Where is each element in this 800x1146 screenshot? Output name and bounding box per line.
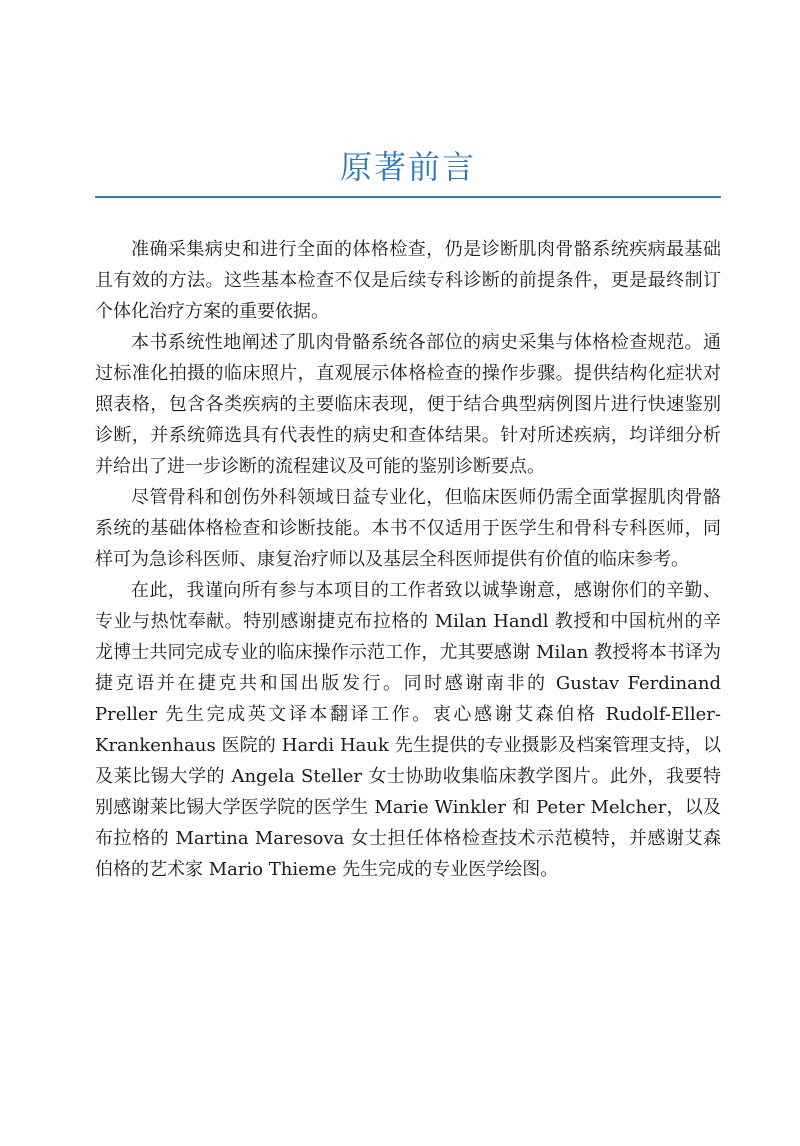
preface-body [95,234,721,885]
page-title: 原著前言 [339,148,476,186]
paragraph-3: 尽管骨科和创伤外科领域日益专业化，但临床医师仍需全面掌握肌肉骨骼系统的基础体格检查和诊断技能。本书不仅适用于医学生和骨科专科医师，同样可为急诊科医师、康复治疗师以及基层全科医师提供有价值的临床参考。 [95,487,721,570]
paragraph-2: 本书系统性地阐述了肌肉骨骼系统各部位的病史采集与体格检查规范。通过标准化拍摄的临床照片，直观展示体格检查的操作步骤。提供结构化症状对照表格，包含各类疾病的主要临床表现，便于结合典型病例图片进行快速鉴别诊断，并系统筛选具有代表性的病史和查体结果。针对所述疾病，均详细分析并给出了进一步诊断的流程建议及可能的鉴别诊断要点。 [95,332,721,477]
paragraph-1: 准确采集病史和进行全面的体格检查，仍是诊断肌肉骨骼系统疾病最基础且有效的方法。这些基本检查不仅是后续专科诊断的前提条件，更是最终制订个体化治疗方案的重要依据。 [95,239,721,322]
paragraph-4: 在此，我谨向所有参与本项目的工作者致以诚挚谢意，感谢你们的辛勤、专业与热忱奉献。特别感谢捷克布拉格的 Milan Handl 教授和中国杭州的辛龙博士共同完成专业的临床操作示范工作，尤其要感谢 Milan 教授将本书译为捷克语并在捷克共和国出版发行。同时感谢南非的 Gustav Ferdinand Preller 先生完成英文译本翻译工作。衷心感谢艾森伯格 Rudolf-Eller-Krankenhaus 医院的 Hardi Hauk 先生提供的专业摄影及档案管理支持，以及莱比锡大学的 Angela Steller 女士协助收集临床教学图片。此外，我要特别感谢莱比锡大学医学院的医学生 Marie Winkler 和 Peter Melcher，以及布拉格的 Martina Maresova 女士担任体格检查技术示范模特，并感谢艾森伯格的艺术家 Mario Thieme 先生完成的专业医学绘图。 [95,580,721,880]
title-divider [95,196,721,198]
